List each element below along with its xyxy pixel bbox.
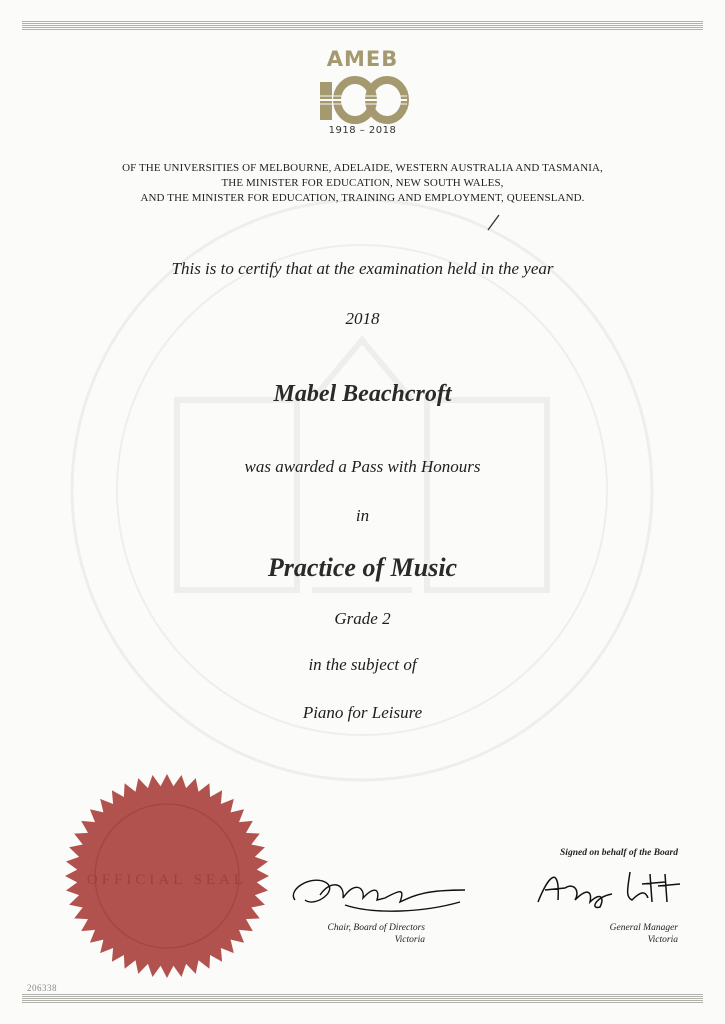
board-note: Signed on behalf of the Board [560,848,678,858]
logo-title: AMEB [326,47,399,71]
watermark-seal [62,190,662,790]
chair-caption [250,922,425,946]
exam-year: 2018 [345,309,380,328]
gm-signature [530,862,690,912]
in-text: in [355,506,370,525]
gm-caption [500,922,678,946]
gm-region: Victoria [647,935,678,945]
subject: Piano for Leisure [302,703,423,722]
chair-title: Chair, Board of Directors [327,923,425,933]
certify-intro: This is to certify that at the examination held in the year [171,259,554,278]
serial-number: 206338 [27,983,57,993]
award-level: was awarded a Pass with Honours [244,457,481,476]
subject-intro: in the subject of [308,655,417,674]
chair-region: Victoria [394,935,425,945]
candidate-name: Mabel Beachcroft [273,381,452,407]
ameb-100-logo-mark [317,74,409,124]
top-border [22,21,703,31]
gm-title: General Manager [609,923,678,933]
authority-line-3: AND THE MINISTER FOR EDUCATION, TRAINING AND EMPLOYMENT, QUEENSLAND. [140,192,585,204]
seal-embossed-text: OFFICIAL SEAL [86,872,248,888]
pen-mark [486,212,502,232]
red-seal [63,772,271,980]
chair-signature [285,860,470,920]
course-title: Practice of Music [267,553,458,582]
authority-line-1: OF THE UNIVERSITIES OF MELBOURNE, ADELAIDE, WESTERN AUSTRALIA AND TASMANIA, [122,162,603,174]
logo-years: 1918 – 2018 [328,125,397,136]
authority-line-2: THE MINISTER FOR EDUCATION, NEW SOUTH WALES, [221,177,504,189]
bottom-border [22,994,703,1004]
grade: Grade 2 [334,609,391,628]
